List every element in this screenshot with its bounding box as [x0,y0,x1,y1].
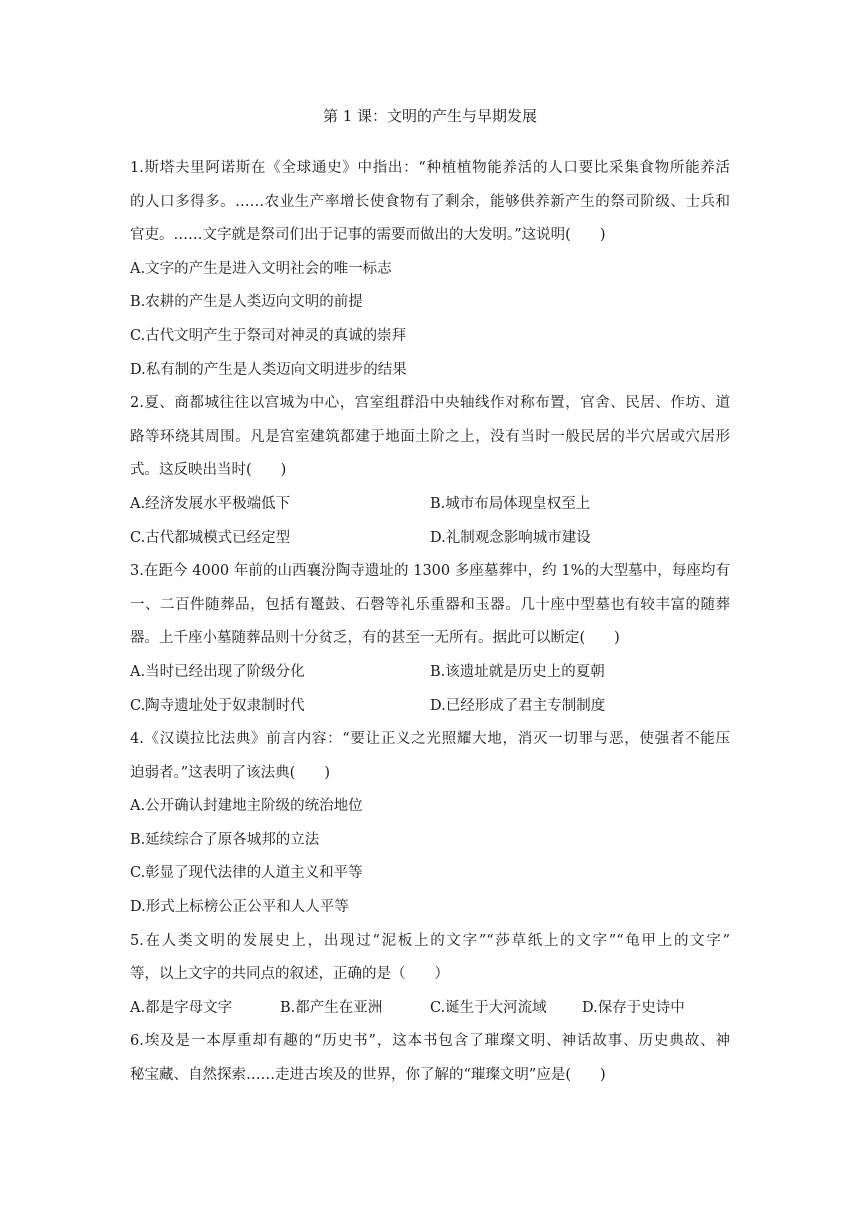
question-4 [130,723,730,925]
question-stem-line: 等，以上文字的共同点的叙述，正确的是（ ） [130,966,449,983]
question-stem-line: 迫弱者。”这表明了该法典( ) [130,764,330,781]
question-stem-line: 1.斯塔夫里阿诺斯在《全球通史》中指出：“种植植物能养活的人口要比采集食物所能养活 [130,160,730,176]
option-row [130,992,730,1026]
option-d[interactable]: D.礼制观念影响城市建设 [430,529,591,546]
option-c[interactable]: C.古代文明产生于祭司对神灵的真诚的崇拜 [130,327,407,344]
question-stem-line: 官吏。……文字就是祭司们出于记事的需要而做出的大发明。”这说明( ) [130,227,606,244]
question-6 [130,1025,730,1092]
question-stem-line: 器。上千座小墓随葬品则十分贫乏，有的甚至一无所有。据此可以断定( ) [130,630,620,647]
option-d[interactable]: D.私有制的产生是人类迈向文明进步的结果 [130,361,407,378]
option-row [130,522,730,556]
question-stem-line: 5.在人类文明的发展史上，出现过“泥板上的文字”“莎草纸上的文字”“龟甲上的文字” [130,932,730,949]
option-c[interactable]: C.陶寺遗址处于奴隶制时代 [130,697,305,714]
lesson-title: 第 1 课：文明的产生与早期发展 [322,107,538,125]
option-a[interactable]: A.文字的产生是进入文明社会的唯一标志 [130,260,392,277]
question-stem-line: 式。这反映出当时( ) [130,462,287,479]
option-row [130,690,730,724]
question-2 [130,387,730,555]
option-b[interactable]: B.城市布局体现皇权至上 [430,495,591,512]
question-stem-line: 秘宝藏、自然探索……走进古埃及的世界，你了解的“璀璨文明”应是( ) [130,1067,606,1084]
option-a[interactable]: A.经济发展水平极端低下 [130,495,291,512]
option-b[interactable]: B.该遗址就是历史上的夏朝 [430,663,605,680]
question-stem-line: 4.《汉谟拉比法典》前言内容：“要让正义之光照耀大地，消灭一切罪与恶，使强者不能压 [130,731,730,748]
option-b[interactable]: B.都产生在亚洲 [280,999,383,1016]
option-b[interactable]: B.农耕的产生是人类迈向文明的前提 [130,294,363,311]
question-list [130,152,730,1093]
option-b[interactable]: B.延续综合了原各城邦的立法 [130,831,320,848]
question-stem-line: 6.埃及是一本厚重却有趣的“历史书”，这本书包含了璀璨文明、神话故事、历史典故、神 [130,1033,730,1050]
option-row [130,488,730,522]
option-a[interactable]: A.当时已经出现了阶级分化 [130,663,305,680]
question-stem-line: 路等环绕其周围。凡是宫室建筑都建于地面土阶之上，没有当时一般民居的半穴居或穴居形 [130,428,730,445]
question-stem-line: 一、二百件随葬品，包括有鼍鼓、石磬等礼乐重器和玉器。几十座中型墓也有较丰富的随葬 [130,596,730,613]
option-c[interactable]: C.诞生于大河流域 [430,999,547,1016]
question-5 [130,925,730,1026]
option-d[interactable]: D.形式上标榜公正公平和人人平等 [130,899,349,916]
option-c[interactable]: C.古代都城模式已经定型 [130,529,291,546]
option-row [130,656,730,690]
question-1 [130,152,730,387]
option-d[interactable]: D.已经形成了君主专制制度 [430,697,606,714]
option-a[interactable]: A.都是字母文字 [130,999,233,1016]
option-d[interactable]: D.保存于史诗中 [582,999,685,1016]
option-a[interactable]: A.公开确认封建地主阶级的统治地位 [130,798,363,815]
question-stem-line: 的人口多得多。……农业生产率增长使食物有了剩余，能够供养新产生的祭司阶级、士兵和 [130,193,730,210]
question-stem-line: 3.在距今 4000 年前的山西襄汾陶寺遗址的 1300 多座墓葬中，约 1%的大型墓中，每座均有 [130,563,730,580]
option-c[interactable]: C.彰显了现代法律的人道主义和平等 [130,865,363,882]
question-stem-line: 2.夏、商都城往往以宫城为中心，宫室组群沿中央轴线作对称布置，官舍、民居、作坊、道 [130,395,730,412]
question-3 [130,555,730,723]
